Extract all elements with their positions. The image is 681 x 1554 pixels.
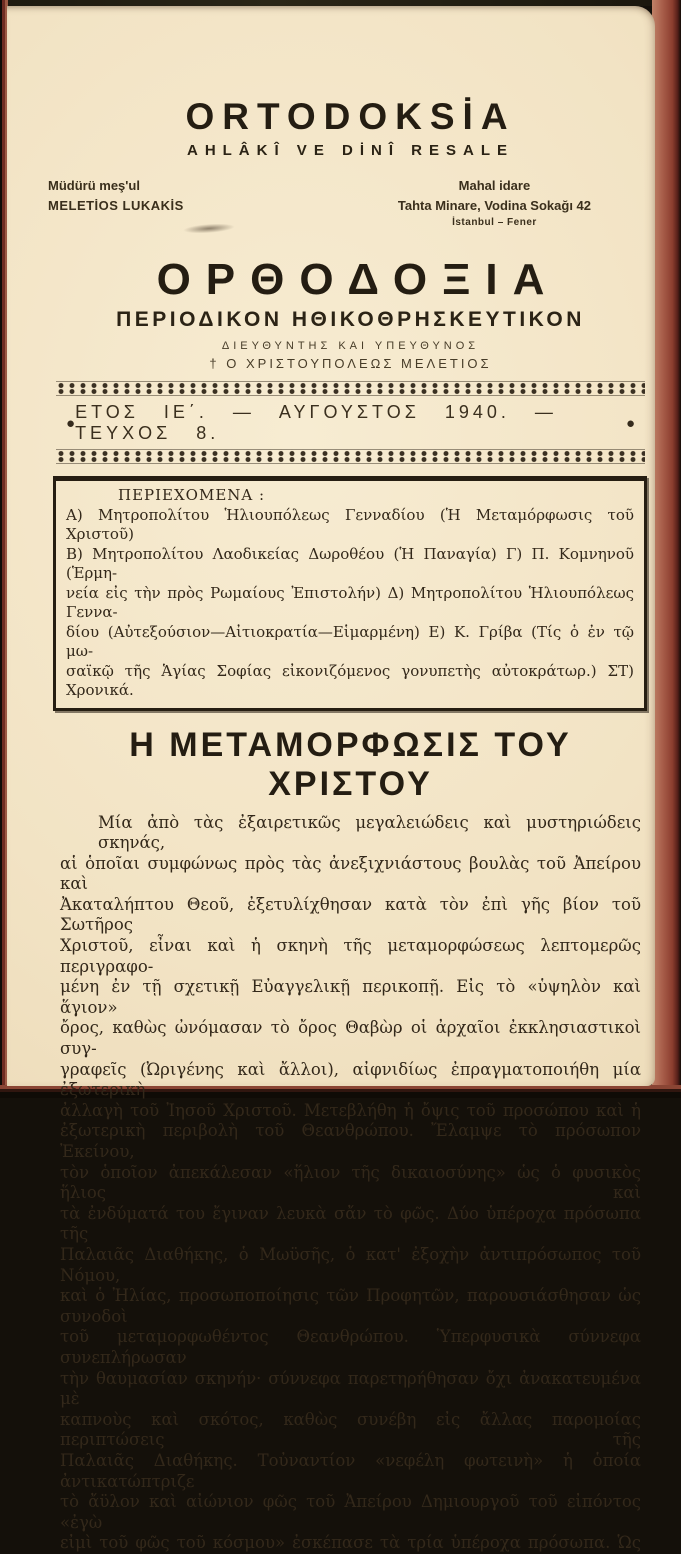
article-title: Η ΜΕΤΑΜΟΡΦΩΣΙΣ ΤΟΥ ΧΡΙΣΤΟΥ <box>129 725 572 803</box>
office-block <box>398 176 591 230</box>
article-text-line: τὴν θαυμασίαν σκηνήν· σύννεφα παρετηρήθησαν ὄχι ἀνακατευμένα μὲ <box>60 1368 641 1409</box>
article-text-line: αἱ ὁποῖαι συμφώνως πρὸς τὰς ἀνεξιχνιάστους βουλὰς τοῦ Ἀπείρου καὶ <box>60 853 641 894</box>
article-text-line: τὸ ἄϋλον καὶ αἰώνιον φῶς τοῦ Ἀπείρου Δημιουργοῦ τοῦ εἰπόντος «ἐγὼ <box>60 1492 641 1532</box>
article-text-line: Χριστοῦ, εἶναι καὶ ἡ σκηνὴ τῆς μεταμορφώσεως λεπτομερῶς περιγραφο- <box>60 936 641 976</box>
greek-masthead <box>60 255 641 371</box>
contents-box <box>53 476 647 711</box>
issue-line <box>60 396 641 449</box>
article-text-line: γραφεῖς (Ὠριγένης καὶ ἄλλοι), αἰφνιδίως ἐπραγματοποιήθη μία ἐξωτερικὴ <box>60 1059 641 1100</box>
rosette-ornament-right-icon: ● <box>625 414 635 432</box>
contents-heading: ΠΕΡΙΕΧΟΜΕΝΑ : <box>118 486 266 504</box>
manager-name: MELETİOS LUKAKİS <box>48 198 184 214</box>
contents-line: Β) Μητροπολίτου Λαοδικείας Δωροθέου (Ἡ Παναγία) Γ) Π. Κομνηνοῦ (Ἑρμη- <box>66 544 634 582</box>
office-label: Mahal idare <box>458 178 531 193</box>
article-text-line: ὄρος, καθὼς ὠνόμασαν τὸ ὄρος Θαβὼρ οἱ ἀρχαῖοι ἐκκλησιαστικοὶ συγ- <box>60 1018 641 1059</box>
lace-border-bottom <box>56 449 645 464</box>
lace-border-top <box>56 381 645 396</box>
paper-sheet <box>7 6 655 1553</box>
article-body <box>60 813 641 1554</box>
journal-title-greek: ΟΡΘΟΔΟΞΙΑ <box>156 255 560 304</box>
article-text-line: Παλαιᾶς Διαθήκης, ὁ Μωϋσῆς, ὁ κατ' ἐξοχὴν ἀντιπρόσωπος τοῦ Νόμου, <box>60 1244 641 1285</box>
contents-line: σαϊκῷ τῆς Ἁγίας Σοφίας εἰκονιζόμενος γονυπετὴς αὐτοκράτωρ.) ΣΤ) Χρονικά. <box>66 661 634 699</box>
article-text-line: ἀλλαγὴ τοῦ Ἰησοῦ Χριστοῦ. Μετεβλήθη ἡ ὄψις τοῦ προσώπου καὶ ἡ <box>60 1100 641 1120</box>
office-city: İstanbul – Fener <box>452 217 537 228</box>
issue-band <box>60 381 641 464</box>
article-text-line: μένη ἐν τῇ σχετικῇ Εὐαγγελικῇ περικοπῇ. Εἰς τὸ «ὑψηλὸν καὶ ἅγιον» <box>60 977 641 1017</box>
manager-block <box>48 176 184 230</box>
manager-label: Müdürü meş'ul <box>48 178 140 193</box>
contents-line: νεία εἰς τὴν πρὸς Ρωμαίους Ἐπιστολήν) Δ) Μητροπολίτου Ἡλιουπόλεως Γεννα- <box>66 583 634 621</box>
article-text-line: εἰμὶ τοῦ φῶς τοῦ κόσμου» ἐσκέπασε τὰ τρία ὑπέροχα πρόσωπα. Ὡς <box>60 1533 641 1553</box>
journal-subtitle-turkish: AHLÂKÎ VE DİNÎ RESALE <box>186 142 514 159</box>
contents-line: Α) Μητροπολίτου Ἡλιουπόλεως Γενναδίου (Ἡ Μεταμόρφωσις τοῦ Χριστοῦ) <box>66 505 634 543</box>
article-text-line: καπνοὺς καὶ σκότος, καθὼς συνέβη εἰς ἄλλας παρομοίας περιπτώσεις τῆς <box>60 1409 641 1450</box>
rosette-ornament-left-icon: ● <box>66 414 76 432</box>
contents-line: δίου (Αὐτεξούσιον—Αἰτιοκρατία—Εἱμαρμένη) Ε) Κ. Γρίβα (Τίς ὁ ἐν τῷ μω- <box>66 622 634 660</box>
director-label: ΔΙΕΥΘΥΝΤΗΣ ΚΑΙ ΥΠΕΥΘΥΝΟΣ <box>221 340 480 352</box>
article-text-line: Μία ἀπὸ τὰς ἐξαιρετικῶς μεγαλειώδεις καὶ μυστηριώδεις σκηνάς, <box>98 812 641 853</box>
issue-line-text: ΕΤΟΣ ΙΕ΄. — ΑΥΓΟΥΣΤΟΣ 1940. — ΤΕΥΧΟΣ 8. <box>75 402 557 443</box>
book-cover-edge-right <box>652 0 681 1098</box>
article-text-line: τὸν ὁποῖον ἀπεκάλεσαν «ἥλιον τῆς δικαιοσύνης» ὡς ὁ φυσικὸς ἥλιος καὶ <box>60 1162 641 1203</box>
article-text-line: Ἀκαταλήπτου Θεοῦ, ἐξετυλίχθησαν κατὰ τὸν ἐπὶ γῆς βίον τοῦ Σωτῆρος <box>60 894 641 935</box>
article-text-line: Παλαιᾶς Διαθήκης. Τοὐναντίον «νεφέλη φωτεινὴ» ἡ ὁποία ἀντικατώπτριζε <box>60 1450 641 1491</box>
article-text-line: καὶ ὁ Ἠλίας, προσωποποίησις τῶν Προφητῶν, παρουσιάσθησαν ὡς συνοδοὶ <box>60 1286 641 1326</box>
journal-subtitle-greek: ΠΕΡΙΟΔΙΚΟΝ ΗΘΙΚΟΘΡΗΣΚΕΥΤΙΚΟΝ <box>116 308 585 331</box>
article-text-line: τοῦ μεταμορφωθέντος Θεανθρώπου. Ὑπερφυσικὰ σύννεφα συνεπλήρωσαν <box>60 1327 641 1367</box>
journal-title-turkish: ORTODOKSİA <box>185 96 516 137</box>
turkish-masthead <box>48 96 641 230</box>
office-address: Tahta Minare, Vodina Sokağı 42 <box>397 197 591 213</box>
article-text-line: ἐξωτερικὴ περιβολὴ τοῦ Θεανθρώπου. Ἔλαμψε τὸ πρόσωπον Ἐκείνου, <box>60 1121 641 1161</box>
masthead-info-row <box>48 176 641 230</box>
director-name: † Ο ΧΡΙΣΤΟΥΠΟΛΕΩΣ ΜΕΛΕΤΙΟΣ <box>209 356 492 371</box>
article-text-line: τὰ ἐνδύματά του ἔγιναν λευκὰ σἄν τὸ φῶς. Δύο ὑπέροχα πρόσωπα τῆς <box>60 1203 641 1244</box>
contents-lines <box>66 506 634 701</box>
